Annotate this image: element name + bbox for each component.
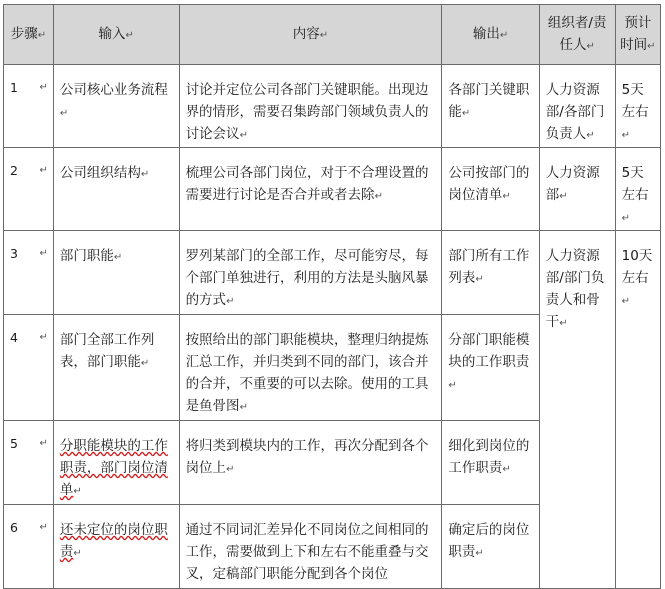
content-cell: 按照给出的部门职能模块，整理归纳提炼汇总工作，并归类到不同的部门，该合并的合并，不重要的可以去除。使用的工具是鱼骨图↵ <box>179 315 442 421</box>
step-cell: 5 ↵ <box>4 421 54 505</box>
input-cell: 部门全部工作列表，部门职能↵ <box>53 315 179 421</box>
output-cell: 部门所有工作列表↵ <box>442 231 539 315</box>
content-cell: 罗列某部门的全部工作，尽可能穷尽，每个部门单独进行，利用的方法是头脑风暴的方式↵ <box>179 231 442 315</box>
content-cell: 将归类到模块内的工作，再次分配到各个岗位上↵ <box>179 421 442 505</box>
input-cell: 部门职能↵ <box>53 231 179 315</box>
header-step: 步骤↵ <box>4 5 54 65</box>
org-cell: 人力资源部/部门负责人和骨干↵ <box>539 231 615 589</box>
table-row <box>4 231 661 315</box>
input-cell: 公司组织结构↵ <box>53 148 179 231</box>
time-cell: 5天左右↵ <box>615 65 660 148</box>
step-cell: 6 ↵ <box>4 505 54 589</box>
input-cell: 还未定位的岗位职责↵ <box>53 505 179 589</box>
org-cell: 人力资源部↵ <box>539 148 615 231</box>
output-cell: 细化到岗位的工作职责↵ <box>442 421 539 505</box>
org-cell: 人力资源部/各部门负责人↵ <box>539 65 615 148</box>
output-cell: 各部门关键职能↵ <box>442 65 539 148</box>
table-row <box>4 148 661 231</box>
time-cell: 5天左右↵ <box>615 148 660 231</box>
step-cell: 2 ↵ <box>4 148 54 231</box>
input-cell: 公司核心业务流程↵ <box>53 65 179 148</box>
header-input: 输入↵ <box>53 5 179 65</box>
input-cell: 分职能模块的工作职责，部门岗位清单↵ <box>53 421 179 505</box>
header-time: 预计时间↵ <box>615 5 660 65</box>
content-cell: 通过不同词汇差异化不同岗位之间相同的工作，需要做到上下和左右不能重叠与交叉，定稿部门职能分配到各个岗位 <box>179 505 442 589</box>
output-cell: 确定后的岗位职责↵ <box>442 505 539 589</box>
time-cell: 10天左右↵ <box>615 231 660 589</box>
header-org: 组织者/责任人↵ <box>539 5 615 65</box>
output-cell: 分部门职能模块的工作职责↵ <box>442 315 539 421</box>
header-output: 输出↵ <box>442 5 539 65</box>
content-cell: 讨论并定位公司各部门关键职能。出现边界的情形，需要召集跨部门领域负责人的讨论会议↵ <box>179 65 442 148</box>
step-cell: 1 ↵ <box>4 65 54 148</box>
step-cell: 3 ↵ <box>4 231 54 315</box>
step-cell: 4 ↵ <box>4 315 54 421</box>
process-table <box>3 4 661 589</box>
table-row <box>4 65 661 148</box>
table-header-row <box>4 5 661 65</box>
content-cell: 梳理公司各部门岗位，对于不合理设置的需要进行讨论是否合并或者去除↵ <box>179 148 442 231</box>
header-content: 内容↵ <box>179 5 442 65</box>
output-cell: 公司按部门的岗位清单↵ <box>442 148 539 231</box>
